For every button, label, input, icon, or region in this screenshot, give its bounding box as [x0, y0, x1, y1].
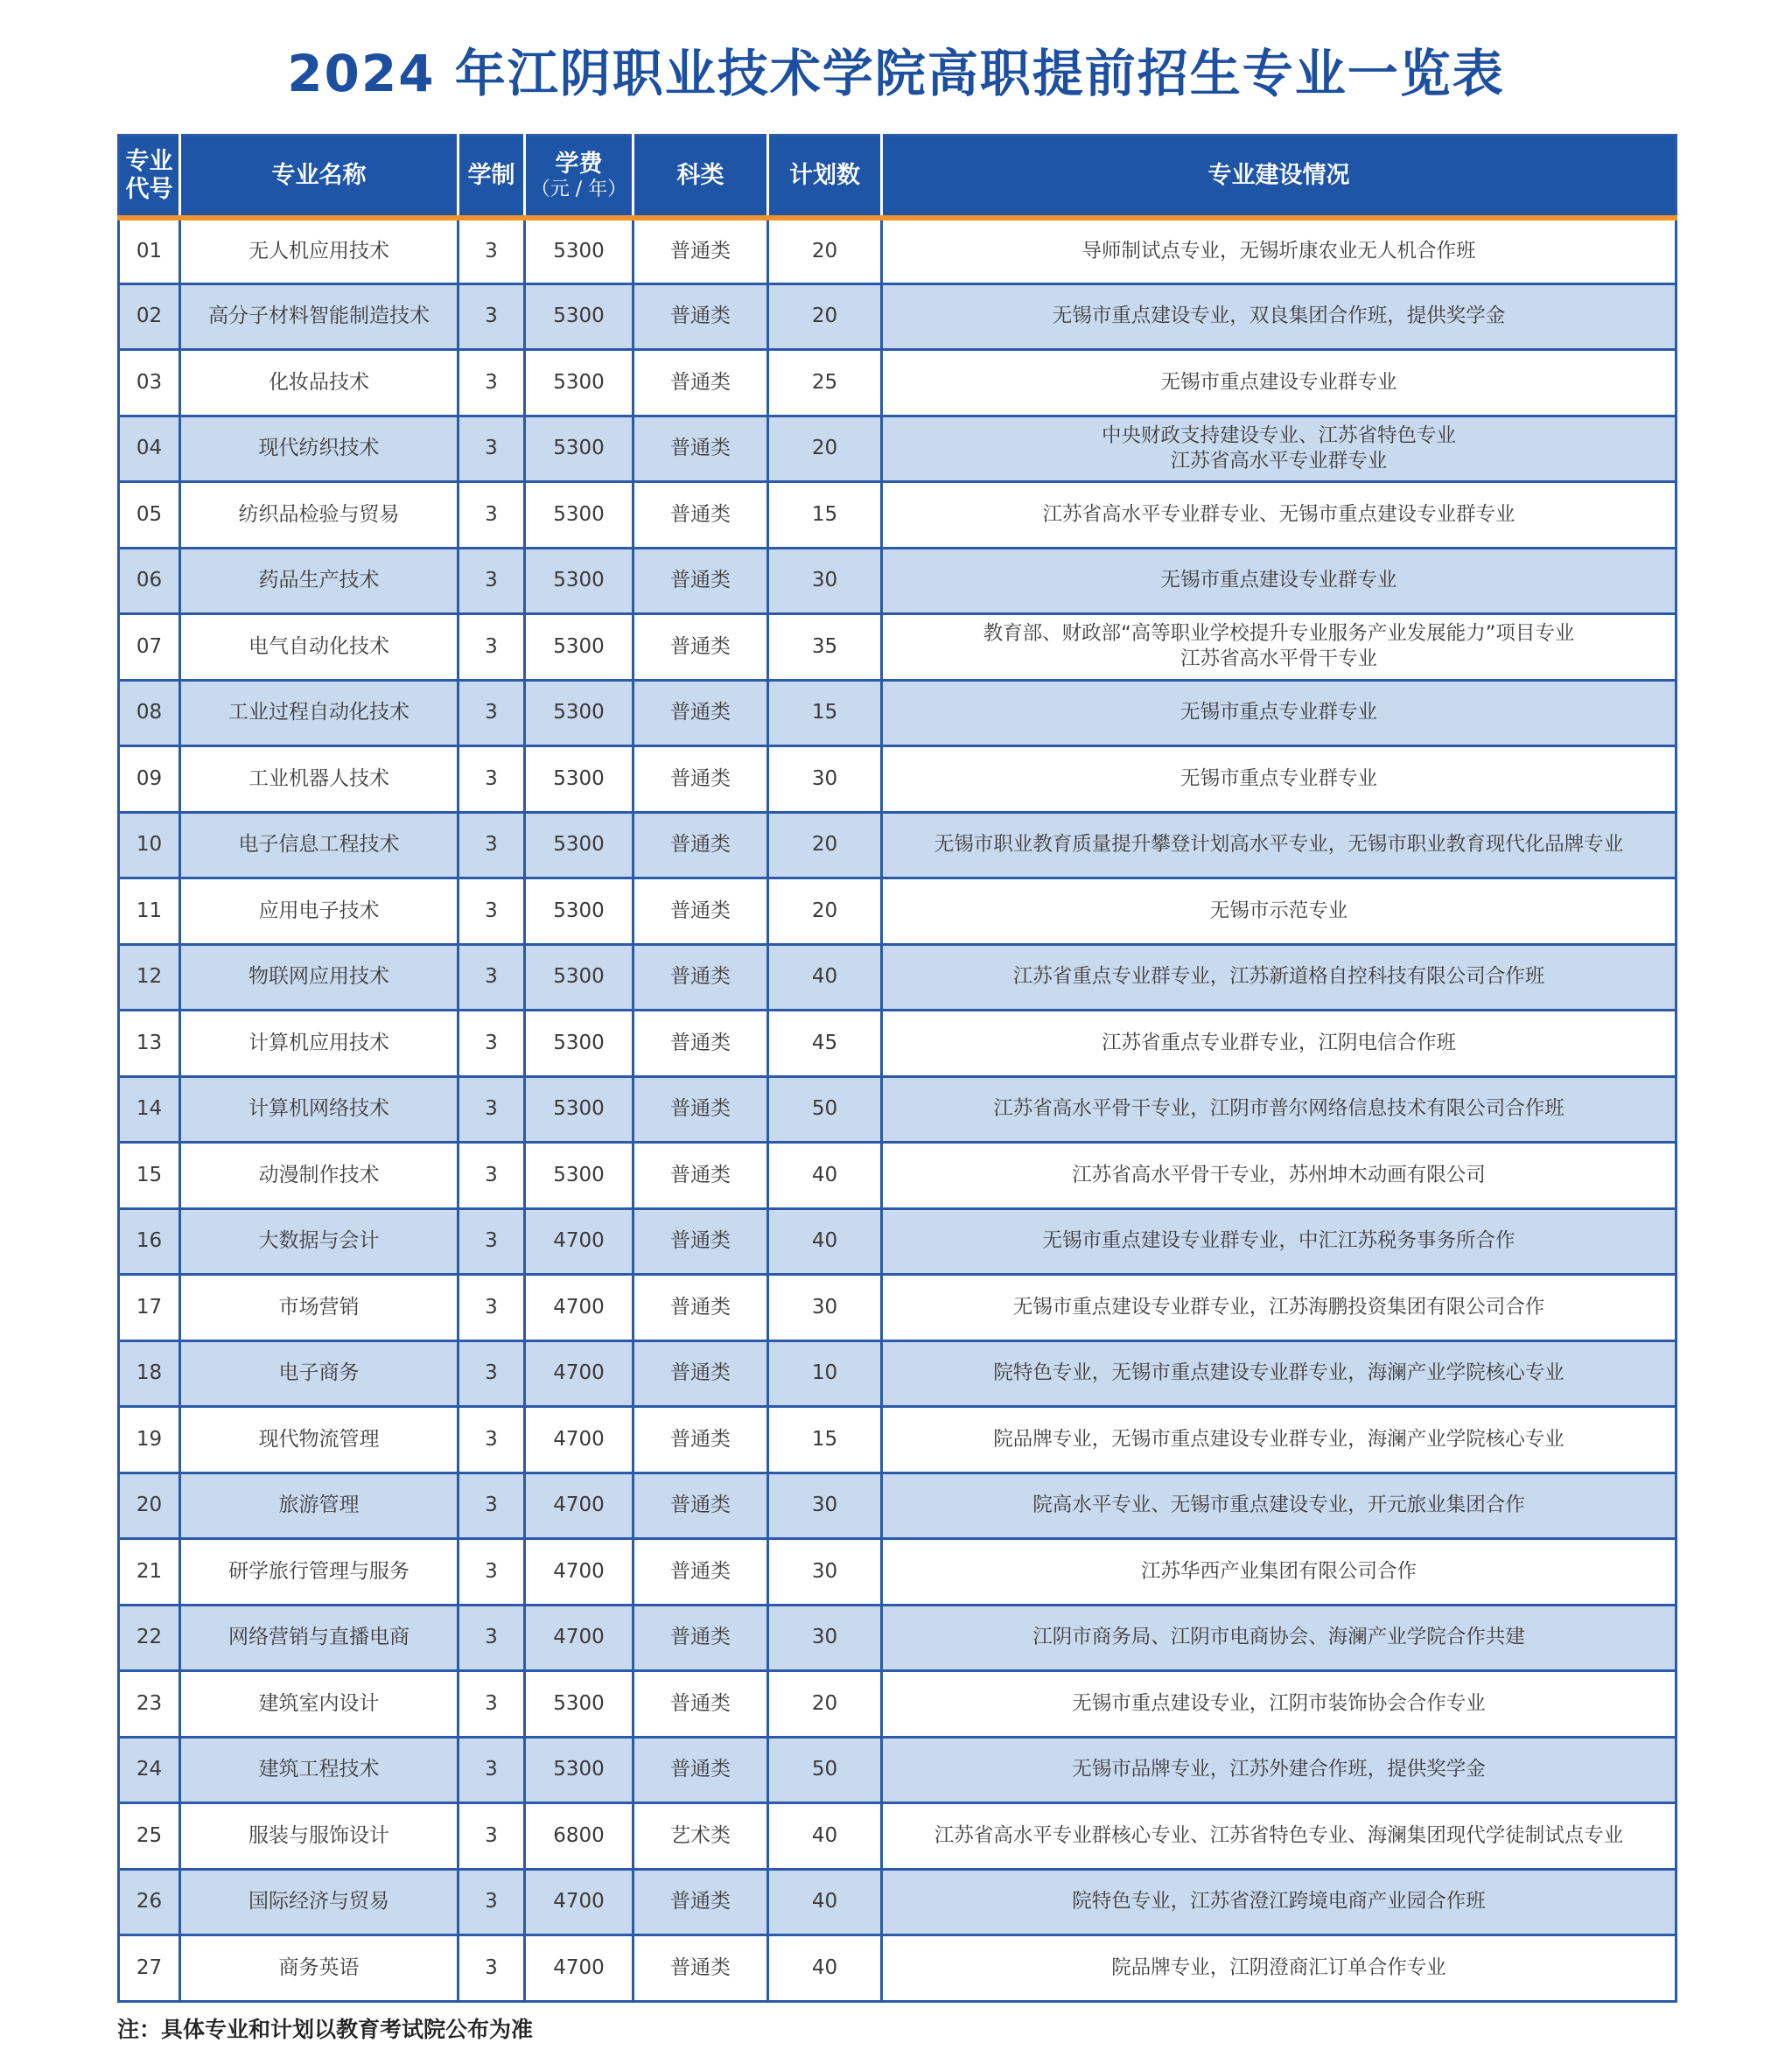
table-row — [119, 1869, 1676, 1935]
header-fee-label: 学费 — [555, 150, 603, 178]
category-cell: 普通类 — [634, 1011, 768, 1077]
major-code-cell: 11 — [119, 878, 180, 945]
fee-cell: 5300 — [525, 812, 634, 878]
category-cell: 普通类 — [634, 614, 768, 681]
page-title: 2024 年江阴职业技术学院高职提前招生专业一览表 — [287, 44, 1505, 103]
years-cell: 3 — [458, 1539, 525, 1606]
years-cell: 3 — [458, 1737, 525, 1803]
years-cell: 3 — [458, 218, 525, 284]
category-cell: 普通类 — [634, 944, 768, 1011]
years-cell: 3 — [458, 680, 525, 746]
category-cell: 普通类 — [634, 1208, 768, 1275]
fee-cell: 4700 — [525, 1407, 634, 1473]
major-name-cell: 现代物流管理 — [180, 1407, 458, 1473]
table-row — [119, 283, 1676, 350]
description-cell — [882, 416, 1676, 482]
description-cell — [882, 350, 1676, 416]
table-row — [119, 746, 1676, 813]
plan-cell: 15 — [768, 1407, 882, 1473]
plan-cell: 35 — [768, 614, 882, 681]
years-cell: 3 — [458, 878, 525, 945]
table-row — [119, 482, 1676, 549]
description-cell — [882, 746, 1676, 813]
plan-cell: 40 — [768, 1143, 882, 1209]
plan-cell: 40 — [768, 1803, 882, 1870]
description-cell — [882, 1143, 1676, 1209]
years-cell: 3 — [458, 1275, 525, 1341]
table-row — [119, 350, 1676, 416]
description-cell — [882, 1076, 1676, 1143]
plan-cell: 40 — [768, 944, 882, 1011]
description-cell — [882, 548, 1676, 614]
table-row — [119, 1737, 1676, 1803]
description-line: 无锡市重点专业群专业 — [1180, 766, 1377, 790]
description-line: 无锡市重点建设专业群专业，中汇江苏税务事务所合作 — [1042, 1229, 1516, 1253]
table-header — [119, 136, 1676, 218]
major-code-cell: 07 — [119, 614, 180, 681]
description-line: 无锡市重点专业群专业 — [1180, 701, 1377, 724]
description-cell — [882, 1407, 1676, 1473]
category-cell: 普通类 — [634, 1539, 768, 1606]
table-row — [119, 416, 1676, 482]
plan-cell: 30 — [768, 1539, 882, 1606]
major-code-cell: 25 — [119, 1803, 180, 1870]
category-cell: 普通类 — [634, 548, 768, 614]
plan-cell: 30 — [768, 1275, 882, 1341]
major-code-cell: 21 — [119, 1539, 180, 1606]
years-cell: 3 — [458, 1935, 525, 2002]
fee-cell: 4700 — [525, 1605, 634, 1671]
major-name-cell: 商务英语 — [180, 1935, 458, 2002]
category-cell: 普通类 — [634, 1935, 768, 2002]
major-code-cell: 20 — [119, 1473, 180, 1539]
major-name-cell: 计算机应用技术 — [180, 1011, 458, 1077]
header-fee — [525, 136, 634, 218]
years-cell: 3 — [458, 944, 525, 1011]
major-code-cell: 26 — [119, 1869, 180, 1935]
fee-cell: 5300 — [525, 1011, 634, 1077]
category-cell: 普通类 — [634, 1671, 768, 1738]
years-cell: 3 — [458, 746, 525, 813]
major-code-cell: 13 — [119, 1011, 180, 1077]
category-cell: 普通类 — [634, 812, 768, 878]
description-line: 无锡市示范专业 — [1209, 899, 1348, 922]
plan-cell: 40 — [768, 1208, 882, 1275]
major-code-cell: 24 — [119, 1737, 180, 1803]
category-cell: 普通类 — [634, 416, 768, 482]
years-cell: 3 — [458, 1340, 525, 1407]
category-cell: 普通类 — [634, 680, 768, 746]
fee-cell: 5300 — [525, 878, 634, 945]
fee-cell: 5300 — [525, 746, 634, 813]
major-code-cell: 02 — [119, 283, 180, 350]
description-line: 江苏省高水平专业群专业 — [1170, 449, 1388, 472]
years-cell: 3 — [458, 416, 525, 482]
major-code-cell: 09 — [119, 746, 180, 813]
description-cell — [882, 1208, 1676, 1275]
header-plan: 计划数 — [768, 136, 882, 218]
major-code-cell: 18 — [119, 1340, 180, 1407]
description-line: 中央财政支持建设专业、江苏省特色专业 — [1101, 423, 1456, 447]
description-cell — [882, 614, 1676, 681]
fee-cell: 4700 — [525, 1473, 634, 1539]
category-cell: 普通类 — [634, 1605, 768, 1671]
major-name-cell: 大数据与会计 — [180, 1208, 458, 1275]
category-cell: 普通类 — [634, 1340, 768, 1407]
description-cell — [882, 1935, 1676, 2002]
years-cell: 3 — [458, 1011, 525, 1077]
major-code-cell: 19 — [119, 1407, 180, 1473]
major-name-cell: 电气自动化技术 — [180, 614, 458, 681]
fee-cell: 4700 — [525, 1935, 634, 2002]
table-row — [119, 1407, 1676, 1473]
years-cell: 3 — [458, 1605, 525, 1671]
fee-cell: 5300 — [525, 1076, 634, 1143]
table-row — [119, 944, 1676, 1011]
description-cell — [882, 482, 1676, 549]
category-cell: 普通类 — [634, 878, 768, 945]
fee-cell: 4700 — [525, 1869, 634, 1935]
major-name-cell: 服装与服饰设计 — [180, 1803, 458, 1870]
description-line: 无锡市品牌专业，江苏外建合作班，提供奖学金 — [1072, 1758, 1486, 1781]
major-code-cell: 27 — [119, 1935, 180, 2002]
major-code-cell: 16 — [119, 1208, 180, 1275]
major-name-cell: 动漫制作技术 — [180, 1143, 458, 1209]
plan-cell: 25 — [768, 350, 882, 416]
table-row — [119, 614, 1676, 681]
years-cell: 3 — [458, 1143, 525, 1209]
years-cell: 3 — [458, 1473, 525, 1539]
major-name-cell: 纺织品检验与贸易 — [180, 482, 458, 549]
major-name-cell: 化妆品技术 — [180, 350, 458, 416]
description-line: 无锡市重点建设专业群专业 — [1160, 569, 1397, 592]
years-cell: 3 — [458, 614, 525, 681]
description-cell — [882, 1340, 1676, 1407]
major-name-cell: 建筑工程技术 — [180, 1737, 458, 1803]
plan-cell: 20 — [768, 812, 882, 878]
description-line: 院特色专业，无锡市重点建设专业群专业，海澜产业学院核心专业 — [993, 1361, 1564, 1385]
fee-cell: 5300 — [525, 218, 634, 284]
header-code-line1: 专业 — [125, 147, 173, 175]
table-body — [119, 218, 1676, 2002]
table-row — [119, 878, 1676, 945]
table-row — [119, 1143, 1676, 1209]
major-code-cell: 17 — [119, 1275, 180, 1341]
table-row — [119, 1275, 1676, 1341]
description-cell — [882, 1869, 1676, 1935]
description-line: 江苏省高水平骨干专业 — [1180, 647, 1377, 671]
description-cell — [882, 812, 1676, 878]
table-row — [119, 812, 1676, 878]
table-row — [119, 548, 1676, 614]
major-name-cell: 网络营销与直播电商 — [180, 1605, 458, 1671]
description-line: 院高水平专业、无锡市重点建设专业，开元旅业集团合作 — [1032, 1494, 1525, 1517]
major-name-cell: 物联网应用技术 — [180, 944, 458, 1011]
fee-cell: 4700 — [525, 1539, 634, 1606]
years-cell: 3 — [458, 548, 525, 614]
category-cell: 普通类 — [634, 1737, 768, 1803]
description-cell — [882, 878, 1676, 945]
plan-cell: 20 — [768, 416, 882, 482]
description-cell — [882, 1473, 1676, 1539]
major-name-cell: 旅游管理 — [180, 1473, 458, 1539]
majors-table-container — [117, 134, 1675, 2003]
years-cell: 3 — [458, 350, 525, 416]
plan-cell: 30 — [768, 1605, 882, 1671]
major-code-cell: 10 — [119, 812, 180, 878]
table-row — [119, 1671, 1676, 1738]
plan-cell: 20 — [768, 283, 882, 350]
description-line: 江苏省高水平专业群专业、无锡市重点建设专业群专业 — [1042, 502, 1516, 526]
description-line: 导师制试点专业，无锡圻康农业无人机合作班 — [1082, 239, 1476, 262]
major-code-cell: 12 — [119, 944, 180, 1011]
description-cell — [882, 1737, 1676, 1803]
category-cell: 普通类 — [634, 350, 768, 416]
fee-cell: 5300 — [525, 350, 634, 416]
major-name-cell: 现代纺织技术 — [180, 416, 458, 482]
description-cell — [882, 1275, 1676, 1341]
plan-cell: 20 — [768, 218, 882, 284]
years-cell: 3 — [458, 1076, 525, 1143]
description-line: 江苏省高水平骨干专业，江阴市普尔网络信息技术有限公司合作班 — [993, 1097, 1564, 1121]
header-row — [119, 136, 1676, 218]
description-line: 无锡市职业教育质量提升攀登计划高水平专业，无锡市职业教育现代化品牌专业 — [934, 833, 1624, 857]
description-line: 江苏省重点专业群专业，江苏新道格自控科技有限公司合作班 — [1012, 965, 1545, 989]
major-name-cell: 电子商务 — [180, 1340, 458, 1407]
major-name-cell: 无人机应用技术 — [180, 218, 458, 284]
fee-cell: 5300 — [525, 1143, 634, 1209]
description-cell — [882, 218, 1676, 284]
major-name-cell: 高分子材料智能制造技术 — [180, 283, 458, 350]
header-category: 科类 — [634, 136, 768, 218]
description-line: 无锡市重点建设专业，江阴市装饰协会合作专业 — [1072, 1691, 1486, 1715]
category-cell: 普通类 — [634, 1143, 768, 1209]
description-cell — [882, 1011, 1676, 1077]
plan-cell: 20 — [768, 1671, 882, 1738]
major-name-cell: 工业机器人技术 — [180, 746, 458, 813]
table-row — [119, 1011, 1676, 1077]
category-cell: 普通类 — [634, 218, 768, 284]
description-line: 院品牌专业，江阴澄商汇订单合作专业 — [1111, 1956, 1446, 1979]
fee-cell: 5300 — [525, 482, 634, 549]
header-fee-unit: （元 / 年） — [530, 178, 627, 200]
major-name-cell: 工业过程自动化技术 — [180, 680, 458, 746]
description-line: 院特色专业，江苏省澄江跨境电商产业园合作班 — [1072, 1890, 1486, 1914]
fee-cell: 4700 — [525, 1340, 634, 1407]
category-cell: 普通类 — [634, 482, 768, 549]
description-cell — [882, 944, 1676, 1011]
years-cell: 3 — [458, 482, 525, 549]
category-cell: 普通类 — [634, 1473, 768, 1539]
plan-cell: 50 — [768, 1076, 882, 1143]
plan-cell: 15 — [768, 482, 882, 549]
category-cell: 普通类 — [634, 746, 768, 813]
category-cell: 普通类 — [634, 1869, 768, 1935]
years-cell: 3 — [458, 1671, 525, 1738]
majors-table — [117, 134, 1677, 2003]
description-cell — [882, 283, 1676, 350]
major-code-cell: 06 — [119, 548, 180, 614]
table-row — [119, 1803, 1676, 1870]
fee-cell: 5300 — [525, 680, 634, 746]
description-cell — [882, 1605, 1676, 1671]
description-line: 江苏省高水平专业群核心专业、江苏省特色专业、海澜集团现代学徒制试点专业 — [934, 1823, 1624, 1847]
years-cell: 3 — [458, 1407, 525, 1473]
description-cell — [882, 680, 1676, 746]
category-cell: 普通类 — [634, 1407, 768, 1473]
fee-cell: 5300 — [525, 283, 634, 350]
header-name: 专业名称 — [180, 136, 458, 218]
table-row — [119, 1208, 1676, 1275]
header-years: 学制 — [458, 136, 525, 218]
fee-cell: 4700 — [525, 1208, 634, 1275]
description-cell — [882, 1539, 1676, 1606]
description-line: 无锡市重点建设专业，双良集团合作班，提供奖学金 — [1052, 304, 1506, 328]
major-code-cell: 08 — [119, 680, 180, 746]
plan-cell: 30 — [768, 1473, 882, 1539]
table-row — [119, 1340, 1676, 1407]
major-code-cell: 15 — [119, 1143, 180, 1209]
major-name-cell: 国际经济与贸易 — [180, 1869, 458, 1935]
major-name-cell: 计算机网络技术 — [180, 1076, 458, 1143]
years-cell: 3 — [458, 283, 525, 350]
major-code-cell: 04 — [119, 416, 180, 482]
years-cell: 3 — [458, 1869, 525, 1935]
category-cell: 艺术类 — [634, 1803, 768, 1870]
fee-cell: 5300 — [525, 1671, 634, 1738]
table-row — [119, 1605, 1676, 1671]
major-code-cell: 23 — [119, 1671, 180, 1738]
plan-cell: 30 — [768, 746, 882, 813]
plan-cell: 50 — [768, 1737, 882, 1803]
major-name-cell: 建筑室内设计 — [180, 1671, 458, 1738]
fee-cell: 5300 — [525, 416, 634, 482]
years-cell: 3 — [458, 1208, 525, 1275]
description-line: 无锡市重点建设专业群专业 — [1160, 370, 1397, 394]
plan-cell: 40 — [768, 1869, 882, 1935]
fee-cell: 6800 — [525, 1803, 634, 1870]
description-line: 江阴市商务局、江阴市电商协会、海澜产业学院合作共建 — [1032, 1626, 1525, 1649]
fee-cell: 5300 — [525, 548, 634, 614]
fee-cell: 4700 — [525, 1275, 634, 1341]
category-cell: 普通类 — [634, 283, 768, 350]
plan-cell: 20 — [768, 878, 882, 945]
major-code-cell: 05 — [119, 482, 180, 549]
major-name-cell: 药品生产技术 — [180, 548, 458, 614]
table-row — [119, 218, 1676, 284]
header-description: 专业建设情况 — [882, 136, 1676, 218]
description-line: 院品牌专业，无锡市重点建设专业群专业，海澜产业学院核心专业 — [993, 1427, 1564, 1451]
major-name-cell: 应用电子技术 — [180, 878, 458, 945]
major-code-cell: 14 — [119, 1076, 180, 1143]
plan-cell: 10 — [768, 1340, 882, 1407]
description-line: 江苏省高水平骨干专业，苏州坤木动画有限公司 — [1072, 1163, 1486, 1186]
table-row — [119, 1935, 1676, 2002]
major-code-cell: 01 — [119, 218, 180, 284]
plan-cell: 45 — [768, 1011, 882, 1077]
major-name-cell: 研学旅行管理与服务 — [180, 1539, 458, 1606]
years-cell: 3 — [458, 812, 525, 878]
plan-cell: 40 — [768, 1935, 882, 2002]
major-code-cell: 22 — [119, 1605, 180, 1671]
table-row — [119, 1076, 1676, 1143]
header-code-line2: 代号 — [125, 175, 173, 203]
description-line: 教育部、财政部“高等职业学校提升专业服务产业发展能力”项目专业 — [983, 622, 1575, 646]
major-name-cell: 电子信息工程技术 — [180, 812, 458, 878]
table-row — [119, 1539, 1676, 1606]
fee-cell: 5300 — [525, 614, 634, 681]
fee-cell: 5300 — [525, 944, 634, 1011]
fee-cell: 5300 — [525, 1737, 634, 1803]
major-code-cell: 03 — [119, 350, 180, 416]
plan-cell: 15 — [768, 680, 882, 746]
description-cell — [882, 1671, 1676, 1738]
header-code — [119, 136, 180, 218]
description-line: 江苏华西产业集团有限公司合作 — [1140, 1559, 1417, 1583]
table-row — [119, 680, 1676, 746]
category-cell: 普通类 — [634, 1275, 768, 1341]
plan-cell: 30 — [768, 548, 882, 614]
category-cell: 普通类 — [634, 1076, 768, 1143]
description-line: 江苏省重点专业群专业，江阴电信合作班 — [1101, 1031, 1456, 1054]
description-cell — [882, 1803, 1676, 1870]
major-name-cell: 市场营销 — [180, 1275, 458, 1341]
description-line: 无锡市重点建设专业群专业，江苏海鹏投资集团有限公司合作 — [1012, 1295, 1545, 1319]
years-cell: 3 — [458, 1803, 525, 1870]
table-row — [119, 1473, 1676, 1539]
footnote: 注：具体专业和计划以教育考试院公布为准 — [117, 2017, 534, 2042]
